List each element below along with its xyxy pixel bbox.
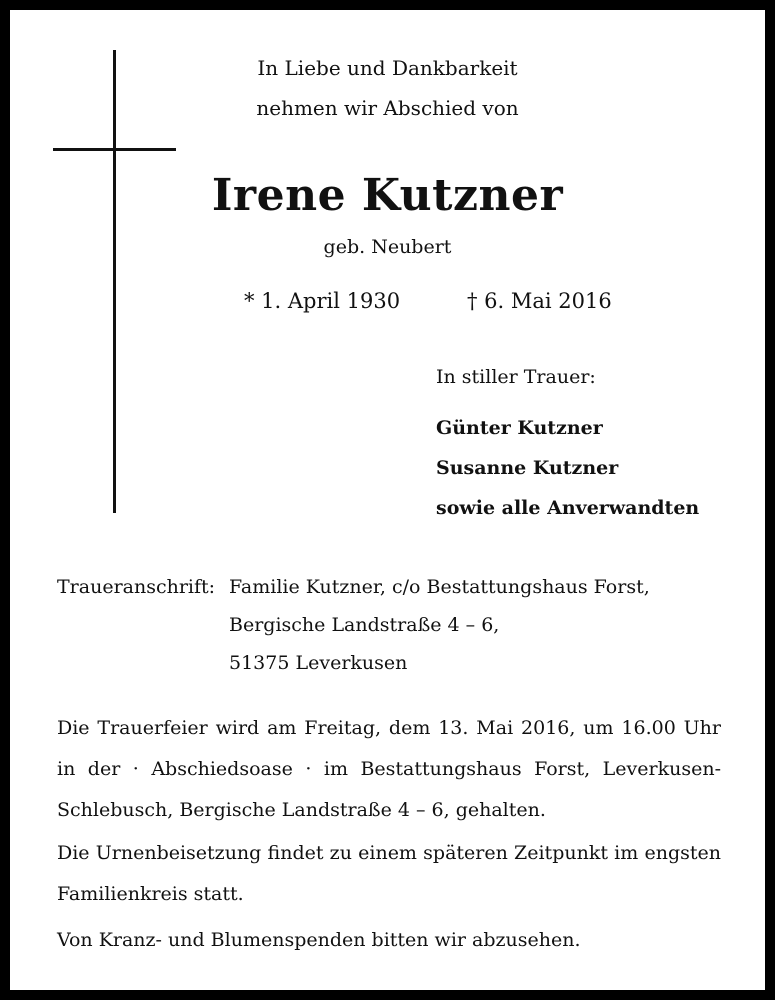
obituary-notice: [10, 10, 765, 990]
mourner: Günter Kutzner: [436, 417, 603, 439]
birth-name: geb. Neubert: [323, 236, 452, 258]
flowers-request-paragraph: Von Kranz- und Blumenspenden bitten wir abzusehen.: [57, 929, 581, 951]
death-date: † 6. Mai 2016: [467, 289, 612, 313]
deceased-name: Irene Kutzner: [211, 170, 564, 221]
address-label: Traueranschrift:: [57, 576, 216, 598]
intro-line: In Liebe und Dankbarkeit: [257, 56, 518, 80]
funeral-service-paragraph: Die Trauerfeier wird am Freitag, dem 13. Mai 2016, um 16.00 Uhr in der · Abschiedsoase · im Bestattungshaus Forst, Leverkusen-Schlebusch, Bergische Landstraße 4 – 6, gehalten.: [57, 717, 721, 821]
mourning-label: In stiller Trauer:: [436, 366, 596, 388]
intro-line: nehmen wir Abschied von: [256, 96, 519, 120]
cross-icon-bar: [53, 148, 176, 151]
urn-burial-paragraph: Die Urnenbeisetzung findet zu einem späteren Zeitpunkt im engsten Familienkreis statt.: [57, 842, 721, 905]
birth-date: * 1. April 1930: [244, 289, 401, 313]
mourner: sowie alle Anverwandten: [436, 497, 700, 519]
address-line: Familie Kutzner, c/o Bestattungshaus Forst,: [229, 576, 650, 598]
intro-text: [10, 48, 765, 128]
address-line: 51375 Leverkusen: [229, 652, 408, 674]
mourners-list: [436, 408, 699, 528]
address-line: Bergische Landstraße 4 – 6,: [229, 614, 500, 636]
mourner: Susanne Kutzner: [436, 457, 619, 479]
mourning-address: [229, 568, 650, 682]
